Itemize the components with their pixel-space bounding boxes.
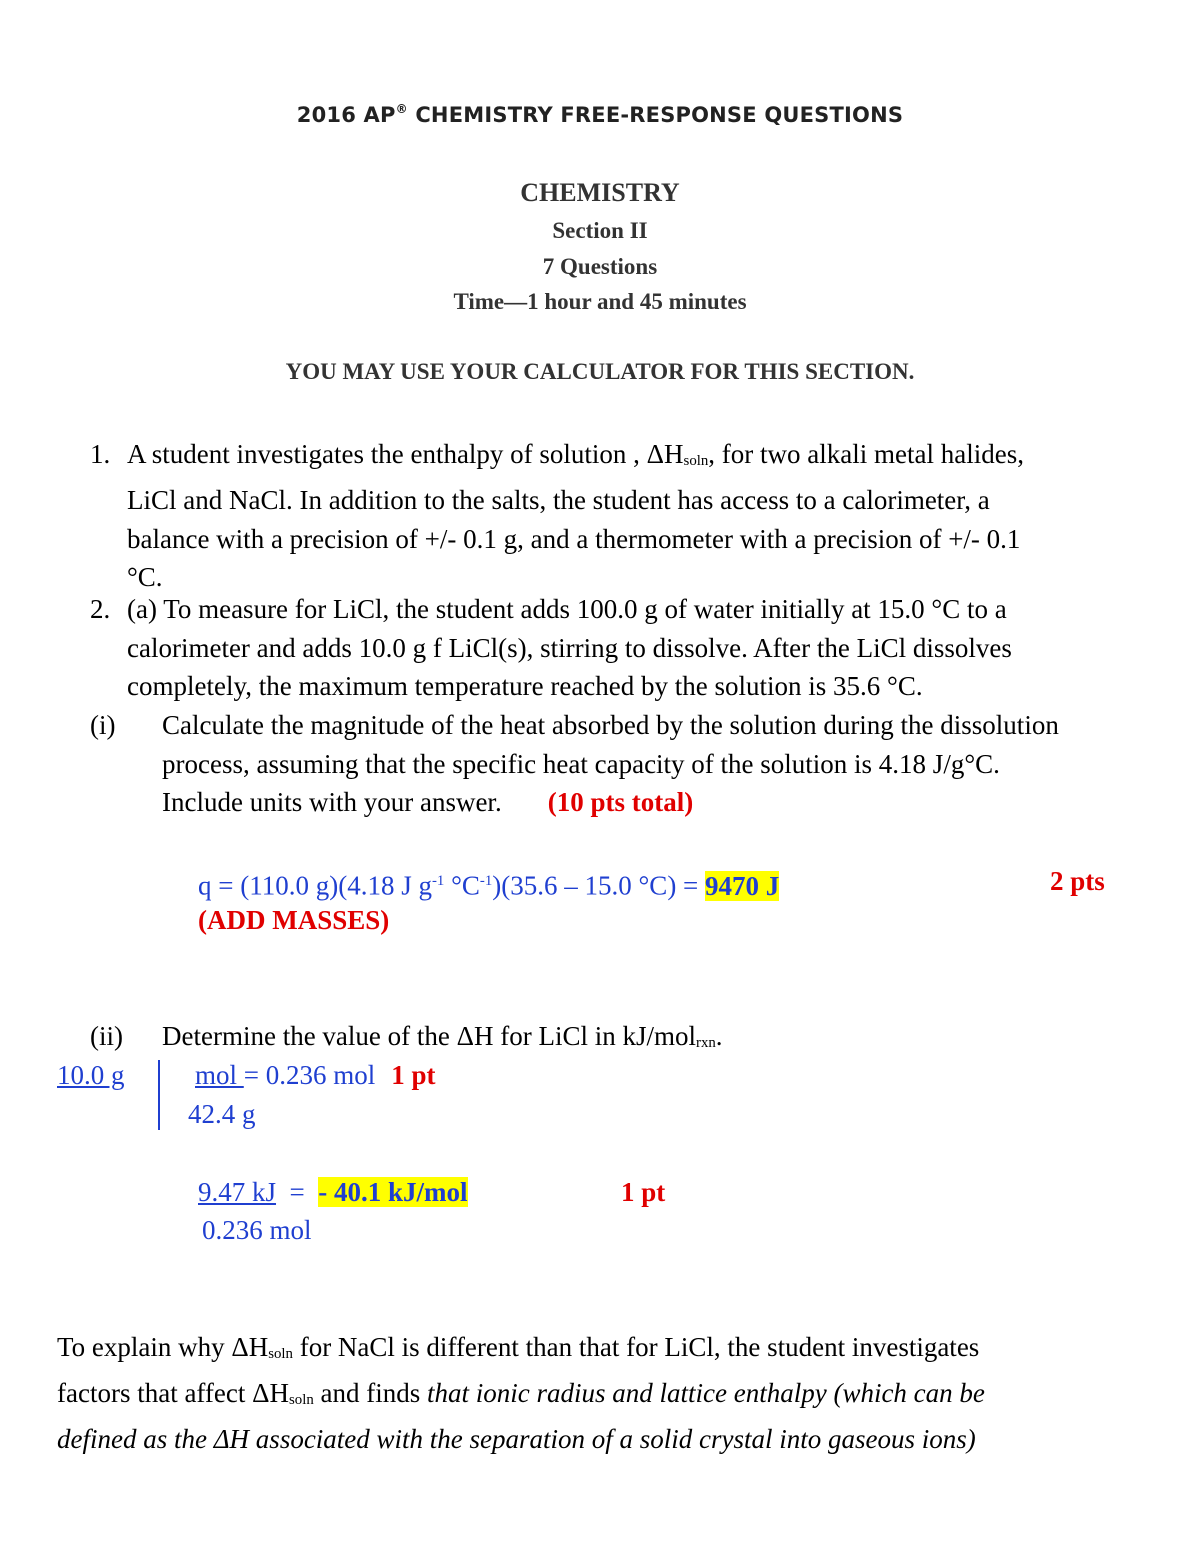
question-count: 7 Questions: [542, 254, 658, 279]
energy-numerator: 9.47 kJ: [198, 1177, 277, 1207]
question-1-text: [127, 435, 1147, 597]
enthalpy-answer: - 40.1 kJ/mol: [318, 1177, 468, 1207]
title-part: CHEMISTRY FREE-RESPONSE QUESTIONS: [407, 103, 904, 127]
closing-line: and finds: [313, 1377, 427, 1408]
heat-equation: [198, 862, 779, 905]
question-2-text: [127, 590, 1147, 706]
q2-line: calorimeter and adds 10.0 g f LiCl(s), stirring to dissolve. After the LiCl dissolves: [127, 632, 1012, 663]
part-i-text: [162, 706, 1152, 822]
mol-numerator: mol: [195, 1060, 244, 1090]
q1-subscript: soln: [683, 453, 709, 470]
registered-mark: ®: [395, 102, 408, 116]
enthalpy-points: 1 pt: [621, 1177, 666, 1207]
equation-superscript: -1: [479, 873, 493, 889]
closing-italic: defined as the ΔH associated with the separation of a solid crystal into gaseous ions): [57, 1423, 976, 1454]
closing-subscript: soln: [268, 1346, 293, 1363]
equation-part: °C: [444, 870, 480, 901]
part-i-line: process, assuming that the specific heat capacity of the solution is 4.18 J/g°C.: [162, 748, 1000, 779]
answer-points: 2 pts: [1050, 866, 1105, 896]
add-masses-note: (ADD MASSES): [198, 905, 390, 935]
mol-conversion: [195, 1056, 436, 1095]
q2-line: (a) To measure for LiCl, the student adds 100.0 g of water initially at 15.0 °C to a: [127, 594, 1007, 624]
q1-line: °C.: [127, 562, 163, 593]
closing-subscript: soln: [289, 1392, 314, 1409]
mol-points: 1 pt: [391, 1060, 436, 1090]
mol-denominator: 0.236 mol: [202, 1215, 312, 1245]
subject-heading: CHEMISTRY: [520, 178, 680, 207]
section-heading: Section II: [552, 218, 648, 243]
equation-superscript: -1: [431, 873, 445, 889]
part-i-line: Include units with your answer.: [162, 787, 502, 818]
closing-line: factors that affect ΔH: [57, 1377, 290, 1408]
page-title: [0, 102, 1200, 127]
enthalpy-calculation: [198, 1173, 468, 1212]
closing-italic: that ionic radius and lattice enthalpy (which can be: [427, 1377, 985, 1408]
equation-part: )(35.6 – 15.0 °C) =: [492, 870, 706, 901]
q1-line: LiCl and NaCl. In addition to the salts, the student has access to a calorimeter, a: [127, 484, 990, 515]
molar-mass: 42.4 g: [188, 1099, 256, 1129]
total-points: (10 pts total): [547, 787, 694, 818]
equation-part: q = (110.0 g)(4.18 J g: [198, 870, 432, 901]
part-ii-line: Determine the value of the ΔH for LiCl in kJ/mol: [162, 1021, 696, 1051]
closing-line: for NaCl is different than that for LiCl, the student investigates: [292, 1332, 980, 1362]
q1-line: balance with a precision of +/- 0.1 g, and a thermometer with a precision of +/- 0.1: [127, 523, 1021, 554]
closing-paragraph: [57, 1328, 1157, 1459]
heat-answer: 9470 J: [705, 870, 780, 901]
question-1-number: 1.: [90, 439, 111, 469]
q1-line: , for two alkali metal halides,: [708, 439, 1024, 469]
part-i-label: (i): [90, 710, 116, 740]
part-ii-subscript: rxn: [696, 1035, 716, 1052]
title-part: 2016 AP: [296, 103, 396, 127]
part-i-line: Calculate the magnitude of the heat absorbed by the solution during the dissolution: [162, 710, 1059, 740]
q2-line: completely, the maximum temperature reached by the solution is 35.6 °C.: [127, 671, 923, 702]
question-2-number: 2.: [90, 594, 111, 624]
q1-line: A student investigates the enthalpy of solution , ΔH: [127, 439, 684, 469]
calculator-notice: YOU MAY USE YOUR CALCULATOR FOR THIS SECTION.: [285, 359, 915, 384]
mol-result: = 0.236 mol: [243, 1060, 376, 1090]
time-limit: Time—1 hour and 45 minutes: [453, 289, 747, 314]
equals-sign: =: [276, 1177, 319, 1207]
mass-value: 10.0 g: [57, 1060, 125, 1090]
part-ii-label: (ii): [90, 1021, 123, 1051]
conversion-divider: [158, 1060, 160, 1130]
part-ii-line: .: [715, 1021, 723, 1051]
closing-line: To explain why ΔH: [57, 1332, 269, 1362]
